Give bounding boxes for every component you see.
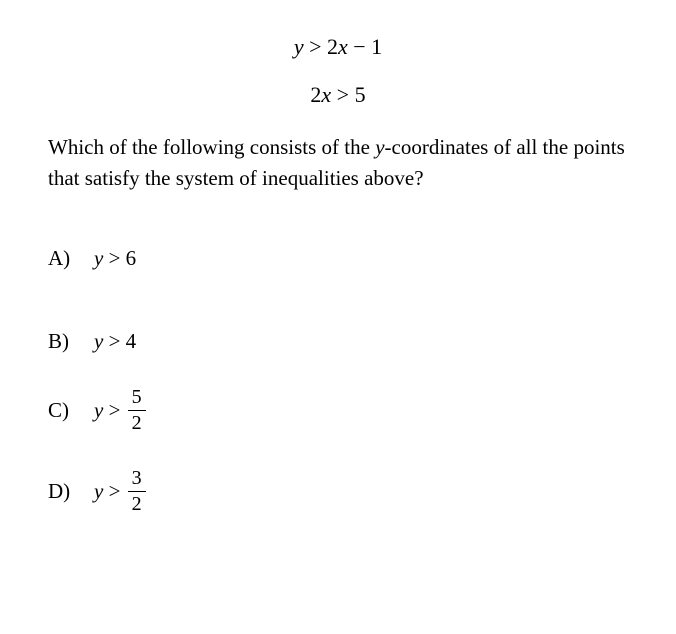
choice-c-fraction-numerator: 5 [128,386,146,411]
choice-c-variable: y [94,398,104,422]
choice-a-expression [94,246,136,271]
equation2-variable-x: x [321,82,332,107]
choice-d-fraction-denominator: 2 [131,493,142,515]
equation2-constant: > 5 [331,82,366,107]
choice-c-operator: > [103,398,126,422]
choice-b-value: > 4 [103,329,137,353]
choice-b [48,329,628,354]
equation2-coefficient: 2 [310,82,322,107]
equation-line-1 [48,36,628,58]
choice-d-fraction-numerator: 3 [128,467,146,492]
question-text [48,132,631,194]
choice-c-fraction-denominator: 2 [131,412,142,434]
choice-d-label: D) [48,479,71,503]
question-part2: -coordinates of all the points that satisfy the system of inequalities above? [48,135,631,190]
choice-b-variable: y [94,329,104,353]
question-part1: Which of the following consists of the [48,135,376,159]
choice-a-label: A) [48,246,71,270]
question-variable-y: y [375,135,385,159]
choice-d [48,467,628,516]
choice-a [48,246,628,271]
choice-b-label: B) [48,329,69,353]
equation1-variable-y: y [293,34,304,59]
choice-d-variable: y [94,479,104,503]
equation1-constant: − 1 [347,34,383,59]
equation1-operator: > 2 [303,34,338,59]
system-of-inequalities [48,36,628,106]
equation1-variable-x: x [338,34,348,59]
choice-c [48,386,628,435]
choice-c-label: C) [48,398,69,422]
choice-d-expression [94,467,146,516]
equation-line-2 [48,84,628,106]
choice-d-operator: > [103,479,126,503]
choice-a-value: > 6 [103,246,137,270]
choice-b-expression [94,329,136,354]
choice-c-expression [94,386,146,435]
answer-choices [48,246,628,516]
choice-a-variable: y [94,246,104,270]
choice-c-fraction [128,386,146,435]
choice-d-fraction [128,467,146,516]
